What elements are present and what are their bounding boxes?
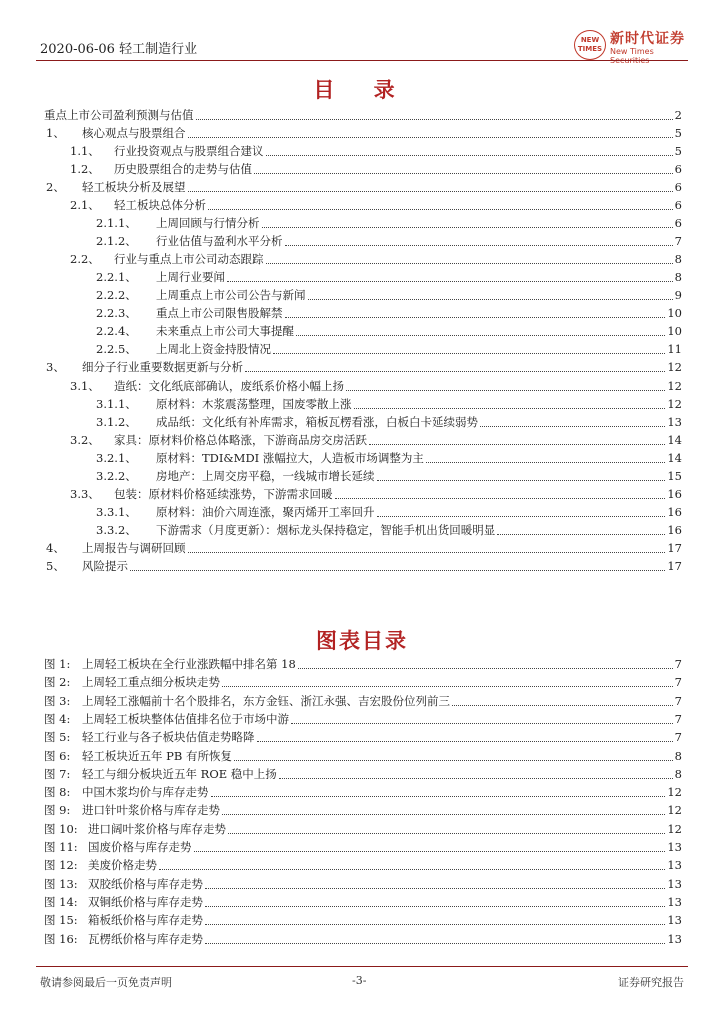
toc-entry-page: 6 bbox=[674, 216, 682, 230]
toc-entry-number: 2.2.1、 bbox=[96, 270, 137, 284]
figure-leader-dots bbox=[257, 740, 673, 742]
toc-entry-number: 1.2、 bbox=[70, 162, 100, 176]
figure-entry[interactable] bbox=[44, 856, 682, 874]
figure-entry-title: 上周轻工板块整体估值排名位于市场中游 bbox=[82, 711, 289, 726]
toc-entry[interactable] bbox=[70, 160, 682, 178]
toc-entry-title: 原材料：油价六周连涨，聚丙烯开工率回升 bbox=[156, 505, 375, 519]
toc-leader-dots bbox=[188, 136, 673, 138]
toc-entry-number: 3、 bbox=[46, 360, 65, 374]
toc-entry-page: 5 bbox=[674, 126, 682, 140]
logo-badge-top: NEW bbox=[580, 36, 600, 44]
toc-entry[interactable] bbox=[96, 467, 682, 485]
toc-entry-number: 3.3.1、 bbox=[96, 505, 137, 519]
toc-entry-number: 2.1.1、 bbox=[96, 216, 137, 230]
figure-entry[interactable] bbox=[44, 655, 682, 673]
figure-entry-page: 7 bbox=[674, 711, 682, 726]
toc-entry-number: 2.2.2、 bbox=[96, 288, 137, 302]
figure-entry[interactable] bbox=[44, 801, 682, 819]
toc-entry-number: 3.2.1、 bbox=[96, 451, 137, 465]
toc-entry-number: 3.3、 bbox=[70, 487, 100, 501]
toc-leader-dots bbox=[335, 497, 666, 499]
figure-entry[interactable] bbox=[44, 765, 682, 783]
figure-entry-page: 13 bbox=[667, 894, 682, 909]
toc-entry-title: 重点上市公司盈利预测与估值 bbox=[44, 108, 194, 122]
toc-entry[interactable] bbox=[96, 503, 682, 521]
toc-entry-title: 轻工板块分析及展望 bbox=[82, 180, 186, 194]
toc-entry-page: 15 bbox=[667, 469, 682, 483]
toc-entry[interactable] bbox=[96, 286, 682, 304]
toc-leader-dots bbox=[254, 172, 673, 174]
toc-entry-page: 7 bbox=[674, 234, 682, 248]
figure-entry-number: 图 10: bbox=[44, 821, 78, 836]
toc-leader-dots bbox=[369, 443, 665, 445]
toc-leader-dots bbox=[426, 461, 665, 463]
header-rule bbox=[36, 60, 688, 61]
toc-entry[interactable] bbox=[96, 232, 682, 250]
figure-entry[interactable] bbox=[44, 692, 682, 710]
toc-entry-number: 1.1、 bbox=[70, 144, 100, 158]
figure-leader-dots bbox=[222, 685, 673, 687]
toc-entry-title: 行业与重点上市公司动态跟踪 bbox=[114, 252, 264, 266]
toc-entry[interactable] bbox=[96, 395, 682, 413]
figure-entry-title: 上周轻工重点细分板块走势 bbox=[82, 675, 220, 690]
toc-entry-page: 9 bbox=[674, 288, 682, 302]
toc-leader-dots bbox=[196, 118, 673, 120]
toc-leader-dots bbox=[296, 334, 665, 336]
toc-leader-dots bbox=[130, 569, 665, 571]
toc-leader-dots bbox=[285, 316, 666, 318]
figure-leader-dots bbox=[228, 832, 665, 834]
toc-entry[interactable] bbox=[96, 413, 682, 431]
figure-entry-title: 轻工板块近五年 PB 有所恢复 bbox=[82, 748, 232, 763]
toc-entry-page: 10 bbox=[667, 306, 682, 320]
toc-leader-dots bbox=[285, 244, 673, 246]
toc-entry[interactable] bbox=[96, 521, 682, 539]
logo-badge-bottom: TIMES bbox=[577, 45, 603, 53]
figure-entry-page: 7 bbox=[674, 675, 682, 690]
toc-entry-number: 3.1.1、 bbox=[96, 397, 137, 411]
figure-entry-title: 进口阔叶浆价格与库存走势 bbox=[88, 821, 226, 836]
figure-leader-dots bbox=[291, 722, 673, 724]
toc-entry[interactable] bbox=[46, 358, 682, 376]
figure-entry-page: 13 bbox=[667, 858, 682, 873]
figure-entry-number: 图 8: bbox=[44, 785, 71, 800]
figure-entry-page: 7 bbox=[674, 657, 682, 671]
toc-entry[interactable] bbox=[46, 539, 682, 557]
toc-entry-number: 3.2、 bbox=[70, 433, 100, 447]
figure-entry-title: 箱板纸价格与库存走势 bbox=[88, 913, 203, 928]
figure-leader-dots bbox=[222, 813, 665, 815]
toc-leader-dots bbox=[266, 154, 673, 156]
toc-entry-title: 造纸：文化纸底部确认，废纸系价格小幅上扬 bbox=[114, 379, 344, 393]
toc-entry-page: 16 bbox=[667, 487, 682, 501]
figure-entry-number: 图 13: bbox=[44, 876, 78, 891]
toc-entry-page: 16 bbox=[667, 523, 682, 537]
figure-entry-title: 瓦楞纸价格与库存走势 bbox=[88, 931, 203, 946]
figure-leader-dots bbox=[194, 850, 666, 852]
toc-entry-number: 4、 bbox=[46, 541, 65, 555]
figure-entry-number: 图 3: bbox=[44, 693, 71, 708]
toc-entry-page: 14 bbox=[667, 451, 682, 465]
figure-leader-dots bbox=[452, 704, 673, 706]
figure-entry-page: 13 bbox=[667, 913, 682, 928]
figure-entry-page: 7 bbox=[674, 730, 682, 745]
toc-entry[interactable] bbox=[96, 214, 682, 232]
toc-entry-title: 核心观点与股票组合 bbox=[82, 126, 186, 140]
figure-entry[interactable] bbox=[44, 838, 682, 856]
toc-entry-title: 行业投资观点与股票组合建议 bbox=[114, 144, 264, 158]
toc-entry-title: 上周报告与调研回顾 bbox=[82, 541, 186, 555]
figure-entry-title: 进口针叶浆价格与库存走势 bbox=[82, 803, 220, 818]
toc-entry-page: 2 bbox=[674, 108, 682, 122]
toc-entry[interactable] bbox=[96, 268, 682, 286]
figure-entry-title: 轻工行业与各子板块估值走势略降 bbox=[82, 730, 255, 745]
toc-entry-page: 5 bbox=[674, 144, 682, 158]
toc-entry-title: 包装：原材料价格延续涨势，下游需求回暖 bbox=[114, 487, 333, 501]
toc-entry-page: 16 bbox=[667, 505, 682, 519]
figure-entry-title: 国废价格与库存走势 bbox=[88, 840, 192, 854]
figure-entry-page: 13 bbox=[667, 876, 682, 891]
toc-leader-dots bbox=[497, 533, 665, 535]
toc-entry[interactable] bbox=[96, 340, 682, 358]
toc-entry[interactable] bbox=[46, 124, 682, 142]
logo-name-en: New Times bbox=[610, 47, 654, 56]
figure-entry-title: 上周轻工涨幅前十名个股排名，东方金钰、浙江永强、吉宏股份位列前三 bbox=[82, 693, 450, 708]
toc-entry-number: 3.3.2、 bbox=[96, 523, 137, 537]
figure-entry-title: 双胶纸价格与库存走势 bbox=[88, 876, 203, 891]
toc-entry[interactable] bbox=[96, 322, 682, 340]
toc-leader-dots bbox=[346, 389, 665, 391]
figure-entry[interactable] bbox=[44, 875, 682, 893]
figure-entry-number: 图 7: bbox=[44, 766, 71, 781]
toc-entry-number: 2.1、 bbox=[70, 198, 100, 212]
toc-leader-dots bbox=[188, 551, 666, 553]
toc-entry-page: 10 bbox=[667, 324, 682, 338]
toc-entry-title: 上周行业要闻 bbox=[156, 270, 225, 284]
toc-entry-page: 6 bbox=[674, 198, 682, 212]
figure-entry[interactable] bbox=[44, 930, 682, 948]
toc-entry-page: 6 bbox=[674, 162, 682, 176]
toc-entry-title: 重点上市公司限售股解禁 bbox=[156, 306, 283, 320]
toc-entry-page: 12 bbox=[667, 397, 682, 411]
figure-entry-number: 图 15: bbox=[44, 913, 78, 928]
toc-entry-page: 6 bbox=[674, 180, 682, 194]
figure-entry-number: 图 2: bbox=[44, 675, 71, 690]
figure-entry-number: 图 9: bbox=[44, 803, 71, 818]
figure-entry-number: 图 5: bbox=[44, 730, 71, 745]
figure-leader-dots bbox=[159, 868, 665, 870]
toc-entry[interactable] bbox=[44, 106, 682, 124]
logo-name-cn: 新时代证券 bbox=[610, 31, 685, 47]
figure-entry-page: 8 bbox=[674, 766, 682, 781]
toc-leader-dots bbox=[377, 515, 666, 517]
toc-entry[interactable] bbox=[96, 304, 682, 322]
toc-leader-dots bbox=[262, 226, 673, 228]
toc-title: 目 录 bbox=[313, 77, 411, 102]
footer-report-type: 证券研究报告 bbox=[618, 976, 684, 989]
toc-entry-title: 房地产：上周交房平稳，一线城市增长延续 bbox=[156, 469, 375, 483]
toc-entry-title: 家具：原材料价格总体略涨，下游商品房交房活跃 bbox=[114, 433, 367, 447]
toc-entry-number: 3.1、 bbox=[70, 379, 100, 393]
figure-leader-dots bbox=[211, 795, 666, 797]
toc-entry-number: 2.2、 bbox=[70, 252, 100, 266]
toc-entry-page: 11 bbox=[667, 342, 682, 356]
toc-entry[interactable] bbox=[70, 377, 682, 395]
toc-entry[interactable] bbox=[96, 449, 682, 467]
toc-entry-title: 下游需求（月度更新）：烟标龙头保持稳定，智能手机出货回暖明显 bbox=[156, 523, 496, 537]
toc-entry-title: 原材料：木浆震荡整理，国废零散上涨 bbox=[156, 397, 352, 411]
toc-entry-number: 2.2.4、 bbox=[96, 324, 137, 338]
toc-entry-title: 成品纸：文化纸有补库需求，箱板瓦楞看涨，白板白卡延续弱势 bbox=[156, 415, 478, 429]
toc-entry-title: 上周北上资金持股情况 bbox=[156, 342, 271, 356]
figure-entry-number: 图 14: bbox=[44, 894, 78, 909]
figure-entry-page: 12 bbox=[667, 803, 682, 818]
figure-entry[interactable] bbox=[44, 820, 682, 838]
toc-leader-dots bbox=[245, 370, 665, 372]
figure-entry[interactable] bbox=[44, 911, 682, 929]
toc-entry-page: 13 bbox=[667, 415, 682, 429]
toc-entry-title: 未来重点上市公司大事提醒 bbox=[156, 324, 294, 338]
figure-entry-title: 上周轻工板块在全行业涨跌幅中排名第 18 bbox=[82, 657, 296, 671]
toc-entry-number: 2.2.5、 bbox=[96, 342, 137, 356]
toc-leader-dots bbox=[480, 425, 665, 427]
toc-leader-dots bbox=[377, 479, 666, 481]
toc-leader-dots bbox=[354, 407, 666, 409]
toc-entry[interactable] bbox=[70, 250, 682, 268]
toc-leader-dots bbox=[188, 190, 673, 192]
figure-entry-page: 8 bbox=[674, 748, 682, 763]
figure-entry[interactable] bbox=[44, 783, 682, 801]
toc-entry-title: 风险提示 bbox=[82, 559, 128, 573]
toc-entry-title: 上周回顾与行情分析 bbox=[156, 216, 260, 230]
logo-badge-icon bbox=[574, 30, 606, 60]
toc-entry[interactable] bbox=[70, 142, 682, 160]
toc-leader-dots bbox=[308, 298, 673, 300]
figure-entry[interactable] bbox=[44, 728, 682, 746]
figure-entry[interactable] bbox=[44, 893, 682, 911]
figure-entry-number: 图 11: bbox=[44, 840, 78, 854]
figure-entry-page: 7 bbox=[674, 693, 682, 708]
toc-entry[interactable] bbox=[70, 485, 682, 503]
figure-entry-page: 13 bbox=[667, 840, 682, 854]
toc-entry-page: 17 bbox=[667, 541, 682, 555]
toc-entry-title: 细分子行业重要数据更新与分析 bbox=[82, 360, 243, 374]
figure-leader-dots bbox=[205, 887, 665, 889]
figure-entry-number: 图 1: bbox=[44, 657, 71, 671]
toc-leader-dots bbox=[208, 208, 673, 210]
figure-entry-title: 双铜纸价格与库存走势 bbox=[88, 894, 203, 909]
toc-entry[interactable] bbox=[70, 431, 682, 449]
toc-leader-dots bbox=[227, 280, 673, 282]
figure-entry-title: 美废价格走势 bbox=[88, 858, 157, 873]
figure-entry-number: 图 16: bbox=[44, 931, 78, 946]
company-logo bbox=[574, 28, 694, 62]
toc-entry[interactable] bbox=[46, 557, 682, 575]
figure-leader-dots bbox=[234, 759, 673, 761]
toc-entry-number: 2、 bbox=[46, 180, 65, 194]
toc-entry-number: 2.1.2、 bbox=[96, 234, 137, 248]
toc-entry-page: 17 bbox=[667, 559, 682, 573]
footer-page-number: -3- bbox=[352, 974, 367, 987]
figure-entry-title: 中国木浆均价与库存走势 bbox=[82, 785, 209, 800]
toc-entry-page: 8 bbox=[674, 252, 682, 266]
toc-leader-dots bbox=[266, 262, 673, 264]
figure-entry-page: 12 bbox=[667, 821, 682, 836]
toc-entry-number: 3.2.2、 bbox=[96, 469, 137, 483]
toc-entry-page: 12 bbox=[667, 379, 682, 393]
toc-entry-title: 轻工板块总体分析 bbox=[114, 198, 206, 212]
header-date-industry: 2020-06-06 轻工制造行业 bbox=[40, 42, 198, 57]
toc-leader-dots bbox=[273, 352, 665, 354]
toc-entry-number: 5、 bbox=[46, 559, 65, 573]
figure-entry-title: 轻工与细分板块近五年 ROE 稳中上扬 bbox=[82, 766, 277, 781]
figure-leader-dots bbox=[205, 923, 665, 925]
toc-entry-page: 12 bbox=[667, 360, 682, 374]
figure-entry[interactable] bbox=[44, 673, 682, 691]
figure-entry-number: 图 12: bbox=[44, 858, 78, 873]
toc-entry-title: 上周重点上市公司公告与新闻 bbox=[156, 288, 306, 302]
toc-entry-page: 8 bbox=[674, 270, 682, 284]
toc-entry-number: 1、 bbox=[46, 126, 65, 140]
figure-leader-dots bbox=[205, 942, 665, 944]
toc-entry-number: 2.2.3、 bbox=[96, 306, 137, 320]
toc-entry[interactable] bbox=[70, 196, 682, 214]
toc-entry-number: 3.1.2、 bbox=[96, 415, 137, 429]
figure-entry-number: 图 4: bbox=[44, 711, 71, 726]
toc-entry-title: 历史股票组合的走势与估值 bbox=[114, 162, 252, 176]
footer-disclaimer: 敬请参阅最后一页免责声明 bbox=[40, 976, 172, 989]
figure-leader-dots bbox=[298, 667, 673, 669]
toc-entry-title: 原材料：TDI&MDI 涨幅拉大，人造板市场调整为主 bbox=[156, 451, 424, 465]
figure-entry[interactable] bbox=[44, 710, 682, 728]
figure-entry-page: 12 bbox=[667, 785, 682, 800]
figures-title: 图表目录 bbox=[316, 628, 408, 653]
figure-entry-page: 13 bbox=[667, 931, 682, 946]
footer-rule bbox=[36, 966, 688, 967]
figure-entry[interactable] bbox=[44, 747, 682, 765]
toc-entry-page: 14 bbox=[667, 433, 682, 447]
figure-leader-dots bbox=[279, 777, 673, 779]
figure-entry-number: 图 6: bbox=[44, 748, 71, 763]
figure-leader-dots bbox=[205, 905, 665, 907]
toc-entry-title: 行业估值与盈利水平分析 bbox=[156, 234, 283, 248]
toc-entry[interactable] bbox=[46, 178, 682, 196]
